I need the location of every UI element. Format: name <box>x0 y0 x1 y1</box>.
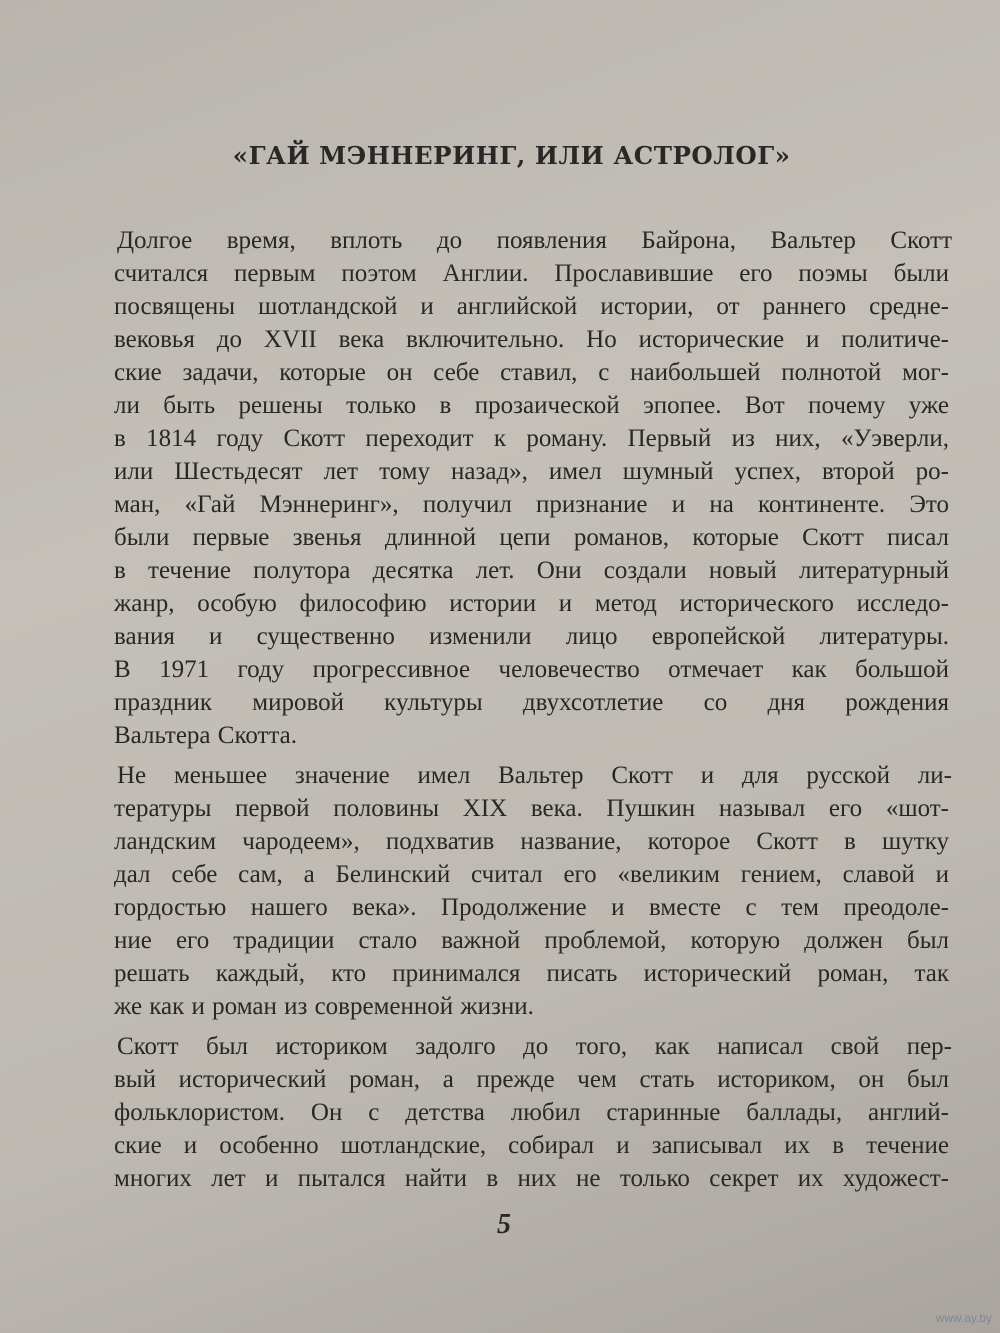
text-line: были первые звенья длинной цепи романов, которые Скотт писал <box>114 524 949 551</box>
page-number: 5 <box>497 1209 511 1240</box>
text-line: в течение полутора десятка лет. Они создали новый литературный <box>114 557 949 584</box>
text-line: жанр, особую философию истории и метод исторического исследо- <box>114 590 949 617</box>
text-line: вания и существенно изменили лицо европейской литературы. <box>114 623 949 650</box>
text-line: Вальтера Скотта. <box>114 722 298 749</box>
text-line: посвящены шотландской и английской истории, от раннего средне- <box>114 293 949 320</box>
text-line: же как и роман из современной жизни. <box>114 993 534 1020</box>
text-line: вый исторический роман, а прежде чем стать историком, он был <box>114 1066 949 1093</box>
text-line: или Шестьдесят лет тому назад», имел шумный успех, второй ро- <box>114 458 949 485</box>
text-line: В 1971 году прогрессивное человечество отмечает как большой <box>114 656 949 683</box>
text-line: считался первым поэтом Англии. Прославившие его поэмы были <box>114 260 949 287</box>
chapter-title: «ГАЙ МЭННЕРИНГ, ИЛИ АСТРОЛОГ» <box>232 141 791 170</box>
text-line: фольклористом. Он с детства любил старинные баллады, англий- <box>114 1099 949 1126</box>
text-line: ские задачи, которые он себе ставил, с наибольшей полнотой мог- <box>114 359 949 386</box>
text-line: ландским чародеем», подхватив название, которое Скотт в шутку <box>114 828 949 855</box>
watermark: www.ay.by <box>935 1311 992 1325</box>
text-line: праздник мировой культуры двухсотлетие со дня рождения <box>114 689 949 716</box>
text-line: тературы первой половины XIX века. Пушкин называл его «шот- <box>114 795 949 822</box>
text-line: ские и особенно шотландские, собирал и записывал их в течение <box>114 1132 949 1159</box>
text-line: ман, «Гай Мэннеринг», получил признание и на континенте. Это <box>114 491 949 518</box>
text-line: Долгое время, вплоть до появления Байрона, Вальтер Скотт <box>117 227 952 254</box>
text-line: в 1814 году Скотт переходит к роману. Первый из них, «Уэверли, <box>114 425 949 452</box>
text-line: дал себе сам, а Белинский считал его «великим гением, славой и <box>114 861 949 888</box>
text-line: многих лет и пытался найти в них не только секрет их художест- <box>114 1165 949 1192</box>
text-line: Скотт был историком задолго до того, как написал свой пер- <box>117 1033 952 1060</box>
text-line: решать каждый, кто принимался писать исторический роман, так <box>114 960 949 987</box>
text-line: Не меньшее значение имел Вальтер Скотт и для русской ли- <box>117 762 952 789</box>
text-line: ли быть решены только в прозаической эпопее. Вот почему уже <box>114 392 949 419</box>
text-line: гордостью нашего века». Продолжение и вместе с тем преодоле- <box>114 894 949 921</box>
text-line: вековья до XVII века включительно. Но исторические и политиче- <box>114 326 949 353</box>
text-line: ние его традиции стало важной проблемой, которую должен был <box>114 927 949 954</box>
